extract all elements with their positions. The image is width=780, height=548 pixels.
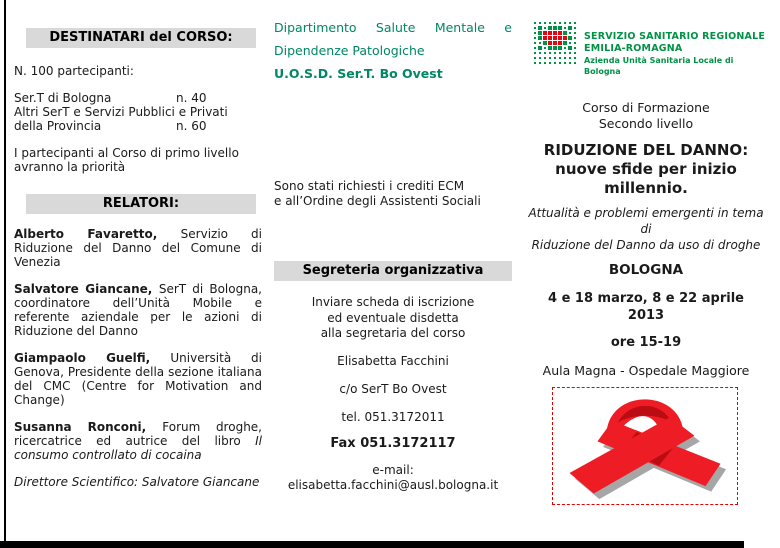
contact-name: Elisabetta Facchini [337,353,449,368]
course-line: Secondo livello [598,116,694,131]
course-title [524,141,768,198]
course-time: ore 15-19 [610,335,682,350]
registration-instructions [274,295,512,342]
course-subtitle [524,205,768,253]
logo-org-line: Azienda Unità Sanitaria Locale di Bologna [584,56,734,76]
course-subtitle-line: Attualità e problemi emergenti in tema di [528,206,764,236]
priority-note: I partecipanti al Corso di primo livello avranno la priorità [14,146,239,174]
participants-count: N. 100 partecipanti: [14,64,134,78]
speaker-description: Servizio di Riduzione del Danno del Comune di Venezia [14,227,262,269]
speaker-name: Alberto Favaretto, [14,227,158,241]
section-header-relatori: RELATORI: [26,194,256,214]
speaker-description: Università di Genova, Presidente della sezione italiana del CMC (Centre for Motivation and Change) [14,351,262,407]
breakdown-label: della Provincia [14,119,102,133]
aids-ribbon-icon [556,391,734,501]
contact-organization: c/o SerT Bo Ovest [339,382,447,396]
right-column [524,0,768,505]
participants-breakdown [14,91,262,133]
logo-text [584,20,768,77]
course-venue: Aula Magna - Ospedale Maggiore [542,363,750,378]
breakdown-row [14,119,262,133]
emilia-romagna-mosaic-icon [532,20,577,65]
red-ribbon-image [552,387,738,505]
email-address: elisabetta.facchini@ausl.bologna.it [287,478,499,492]
logo-org-line: EMILIA-ROMAGNA [584,43,683,54]
page-left-edge-line [4,0,6,548]
section-header-destinatari: DESTINATARI del CORSO: [26,28,256,48]
email-label: e-mail: [372,462,414,477]
course-title-line: millennio. [604,179,688,197]
speaker-entry [14,282,262,338]
course-line: Corso di Formazione [582,100,710,115]
speaker-name: Susanna Ronconi, [14,420,147,434]
speaker-entry [14,227,262,269]
section-header-segreteria: Segreteria organizzativa [274,261,512,281]
left-column [14,0,262,489]
department-line: Dipendenze Patologiche [274,43,425,58]
book-title: Il consumo controllato di cocaina [14,434,262,462]
fax-number: Fax 051.3172117 [330,436,456,451]
department-line: Dipartimento Salute Mentale e [274,20,512,35]
breakdown-label: Altri SerT e Servizi Pubblici e Privati [14,105,228,119]
breakdown-value: n. 60 [176,119,207,133]
course-title-line: RIDUZIONE DEL DANNO: [543,141,749,159]
middle-column [274,0,512,494]
ecm-line: Sono stati richiesti i crediti ECM [274,179,465,193]
course-title-line: nuove sfide per inizio [555,160,737,178]
course-subtitle-line: Riduzione del Danno da uso di droghe [531,238,761,252]
page-bottom-edge-bar [0,541,744,548]
phone-number: tel. 051.3172011 [341,409,445,424]
email-block [274,463,512,494]
speaker-description: SerT di Bologna, coordinatore dell’Unità Mobile e referente aziendale per le azioni di Riduzione del Danno [14,282,262,338]
course-type [524,100,768,132]
ecm-credits-note [274,179,512,209]
course-dates [524,290,768,324]
department-unit: U.O.S.D. Ser.T. Bo Ovest [274,66,443,81]
course-city: BOLOGNA [608,262,684,278]
instruction-line: alla segretaria del corso [320,326,466,340]
speaker-name: Salvatore Giancane, [14,282,153,296]
scientific-director: Direttore Scientifico: Salvatore Giancane [14,475,260,489]
department-block [274,16,512,85]
speaker-name: Giampaolo Guelfi, [14,351,151,365]
ecm-line: e all’Ordine degli Assistenti Sociali [274,194,481,208]
instruction-line: Inviare scheda di iscrizione [311,295,475,309]
regional-health-logo [532,20,768,77]
course-dates-line: 2013 [627,308,665,323]
course-dates-line: 4 e 18 marzo, 8 e 22 aprile [548,291,744,306]
speaker-entry [14,351,262,407]
breakdown-row [14,105,262,119]
speaker-entry [14,420,262,462]
logo-org-line: SERVIZIO SANITARIO REGIONALE [584,31,766,42]
breakdown-row [14,91,262,105]
instruction-line: ed eventuale disdetta [327,310,459,325]
breakdown-label: Ser.T di Bologna [14,91,112,105]
breakdown-value: n. 40 [176,91,207,105]
speaker-description: Forum droghe, ricercatrice ed autrice del libro [14,420,262,448]
